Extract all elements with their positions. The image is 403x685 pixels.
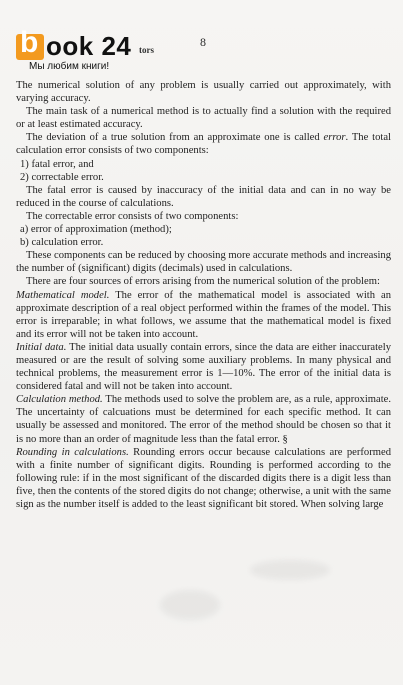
paragraph-text: The deviation of a true solution from an approximate one is called (26, 132, 324, 144)
paragraph-text: The initial data usually contain errors, since the data are either inaccurately measured or are the result of solving some auxiliary problems. In many physical and technical problems, the measurement error is 1—10%. The error of the initial data is considered fatal and will not be taken into account. (16, 341, 391, 393)
paragraph (16, 446, 391, 511)
paragraph (16, 79, 391, 105)
logo-wordmark: ook 24 (46, 31, 132, 61)
paragraph-text: The correctable error consists of two components: (26, 210, 239, 222)
paragraph (16, 341, 391, 393)
paragraph (16, 131, 391, 157)
paragraph (16, 236, 391, 249)
paragraph-text: . The total calculation error consists of two components: (16, 132, 391, 157)
body-text (16, 79, 391, 511)
paragraph (16, 171, 391, 184)
paragraph (16, 289, 391, 341)
logo-tagline: Мы любим книги! (29, 61, 110, 72)
paragraph-text: a) error of approximation (method); (20, 224, 172, 236)
italic-term: error (323, 132, 346, 144)
logo-b-letter: b (20, 26, 39, 59)
paragraph-text: b) calculation error. (20, 237, 104, 249)
book24-logo (16, 26, 196, 72)
paragraph-text: The fatal error is caused by inaccuracy of the initial data and can in no way be reduced in the course of calculations. (16, 184, 391, 209)
paragraph-text: The numerical solution of any problem is usually carried out approximately, with varying accuracy. (16, 80, 391, 105)
scan-smudge (160, 590, 220, 620)
paragraph-text: The error of the mathematical model is associated with an approximate description of a real object performed within the frames of the model. This error is irreparable; in what follows, we assume that the mathematical model is fixed and its error will not be taken into account. (16, 289, 391, 340)
paragraph (16, 393, 391, 445)
paragraph-text: Rounding errors occur because calculations are performed with a finite number of significant digits. Rounding is performed according to the following rule: if in the most significant of the discarded digits there is a digit less than five, then the contents of the stored digits do not change; otherwise, a unit with the same sign as the number itself is added to the least significant bit stored. When solving large (16, 446, 391, 510)
paragraph-text: These components can be reduced by choosing more accurate methods and increasing the number of (significant) digits (decimals) used in calculations. (16, 250, 391, 275)
paragraph (16, 249, 391, 275)
paragraph-text: There are four sources of errors arising from the numerical solution of the problem: (26, 276, 380, 288)
paragraph-text: The main task of a numerical method is to actually find a solution with the required or at least estimated accuracy. (16, 106, 391, 131)
scan-smudge (250, 560, 330, 580)
logo-tors: tors (139, 45, 154, 55)
italic-term: Initial data. (16, 341, 67, 353)
paragraph-text: 2) correctable error. (20, 171, 104, 183)
paragraph (16, 223, 391, 236)
paragraph (16, 184, 391, 210)
paragraph (16, 158, 391, 171)
paragraph-text: 1) fatal error, and (20, 158, 94, 170)
paragraph (16, 210, 391, 223)
page-number: 8 (200, 35, 206, 49)
italic-term: Mathematical model. (16, 289, 110, 301)
paragraph (16, 275, 391, 288)
paragraph-text: The methods used to solve the problem are, as a rule, approximate. The uncertainty of calcuations must be determined for each specific method. It can usually be assessed and monitored. The error of the method should be chosen so that it is no more than an order of magnitude less than the fatal error. § (16, 394, 391, 445)
paragraph (16, 105, 391, 131)
italic-term: Calculation method. (16, 394, 103, 406)
italic-term: Rounding in calculations. (16, 446, 129, 458)
